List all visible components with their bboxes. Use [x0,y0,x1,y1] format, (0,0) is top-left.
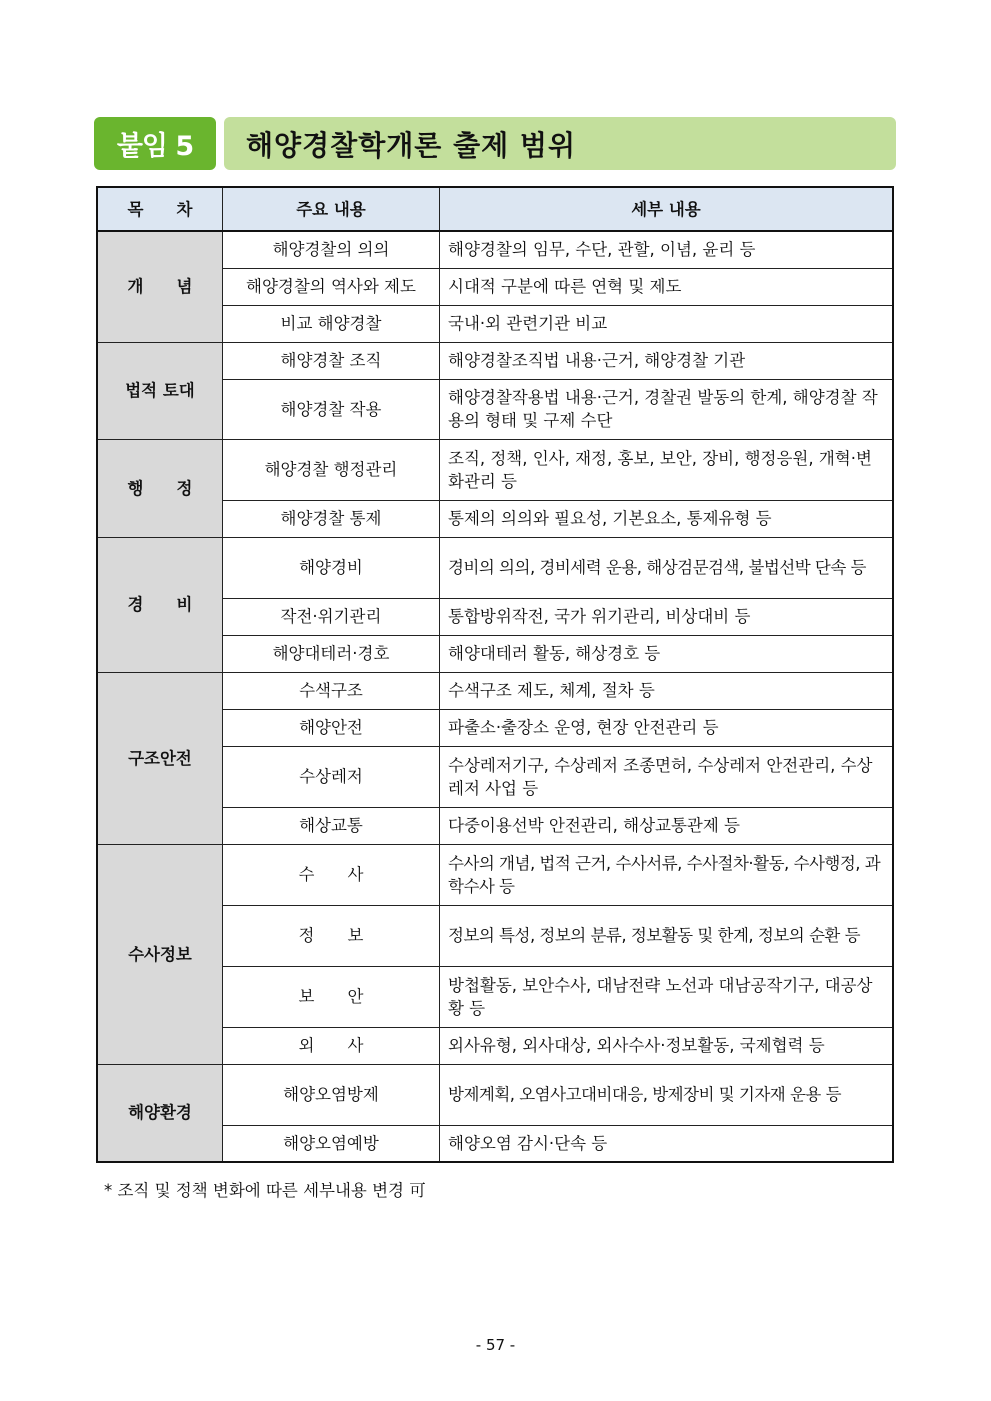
table-row [97,672,893,709]
detail-cell: 방제계획, 오염사고대비대응, 방제장비 및 기자재 운용 등 [440,1064,894,1125]
page-number: - 57 - [475,1336,516,1354]
main-cell: 해양대테러·경호 [223,635,440,672]
detail-cell: 해양경찰작용법 내용·근거, 경찰권 발동의 한계, 해양경찰 작용의 형태 및 구제 수단 [440,379,894,439]
main-cell: 해양오염예방 [223,1125,440,1162]
table-row [97,439,893,500]
main-cell: 수 사 [223,844,440,905]
detail-cell: 해양오염 감시·단속 등 [440,1125,894,1162]
main-cell: 수색구조 [223,672,440,709]
detail-cell: 조직, 정책, 인사, 재정, 홍보, 보안, 장비, 행정응원, 개혁·변화관리 등 [440,439,894,500]
detail-cell: 파출소·출장소 운영, 현장 안전관리 등 [440,709,894,746]
main-cell: 해양경찰의 의의 [223,231,440,268]
category-cell: 행 정 [97,439,223,537]
detail-cell: 해양경찰조직법 내용·근거, 해양경찰 기관 [440,342,894,379]
main-cell: 해양경찰 작용 [223,379,440,439]
main-cell: 해상교통 [223,807,440,844]
detail-cell: 수상레저기구, 수상레저 조종면허, 수상레저 안전관리, 수상레저 사업 등 [440,746,894,807]
detail-cell: 국내·외 관련기관 비교 [440,305,894,342]
main-cell: 해양안전 [223,709,440,746]
table-row [97,342,893,379]
main-cell: 외 사 [223,1027,440,1064]
attachment-badge: 붙임 5 [94,117,216,170]
main-cell: 보 안 [223,966,440,1027]
main-cell: 정 보 [223,905,440,966]
page-title: 해양경찰학개론 출제 범위 [224,117,896,170]
detail-cell: 시대적 구분에 따른 연혁 및 제도 [440,268,894,305]
main-cell: 작전·위기관리 [223,598,440,635]
detail-cell: 통합방위작전, 국가 위기관리, 비상대비 등 [440,598,894,635]
table-row [97,844,893,905]
category-cell: 법적 토대 [97,342,223,439]
main-cell: 해양경찰 통제 [223,500,440,537]
main-cell: 해양오염방제 [223,1064,440,1125]
category-cell: 해양환경 [97,1064,223,1162]
exam-range-table [96,186,894,1163]
table-row [97,1064,893,1125]
main-cell: 비교 해양경찰 [223,305,440,342]
table-row [97,231,893,268]
detail-cell: 외사유형, 외사대상, 외사수사·정보활동, 국제협력 등 [440,1027,894,1064]
main-cell: 해양경비 [223,537,440,598]
main-cell: 해양경찰 행정관리 [223,439,440,500]
main-cell: 해양경찰 조직 [223,342,440,379]
header-detail: 세부 내용 [440,187,894,231]
table-row [97,537,893,598]
main-cell: 해양경찰의 역사와 제도 [223,268,440,305]
footnote: * 조직 및 정책 변화에 따른 세부내용 변경 可 [104,1181,426,1200]
category-cell: 경 비 [97,537,223,672]
header-category: 목 차 [97,187,223,231]
header-main: 주요 내용 [223,187,440,231]
detail-cell: 수색구조 제도, 체계, 절차 등 [440,672,894,709]
table-header-row [97,187,893,231]
main-cell: 수상레저 [223,746,440,807]
detail-cell: 다중이용선박 안전관리, 해상교통관제 등 [440,807,894,844]
detail-cell: 해양경찰의 임무, 수단, 관할, 이념, 윤리 등 [440,231,894,268]
detail-cell: 해양대테러 활동, 해상경호 등 [440,635,894,672]
category-cell: 구조안전 [97,672,223,844]
detail-cell: 경비의 의의, 경비세력 운용, 해상검문검색, 불법선박 단속 등 [440,537,894,598]
detail-cell: 정보의 특성, 정보의 분류, 정보활동 및 한계, 정보의 순환 등 [440,905,894,966]
title-bar [94,117,896,170]
detail-cell: 방첩활동, 보안수사, 대남전략 노선과 대남공작기구, 대공상황 등 [440,966,894,1027]
detail-cell: 통제의 의의와 필요성, 기본요소, 통제유형 등 [440,500,894,537]
category-cell: 수사정보 [97,844,223,1064]
category-cell: 개 념 [97,231,223,342]
detail-cell: 수사의 개념, 법적 근거, 수사서류, 수사절차·활동, 수사행정, 과학수사 등 [440,844,894,905]
